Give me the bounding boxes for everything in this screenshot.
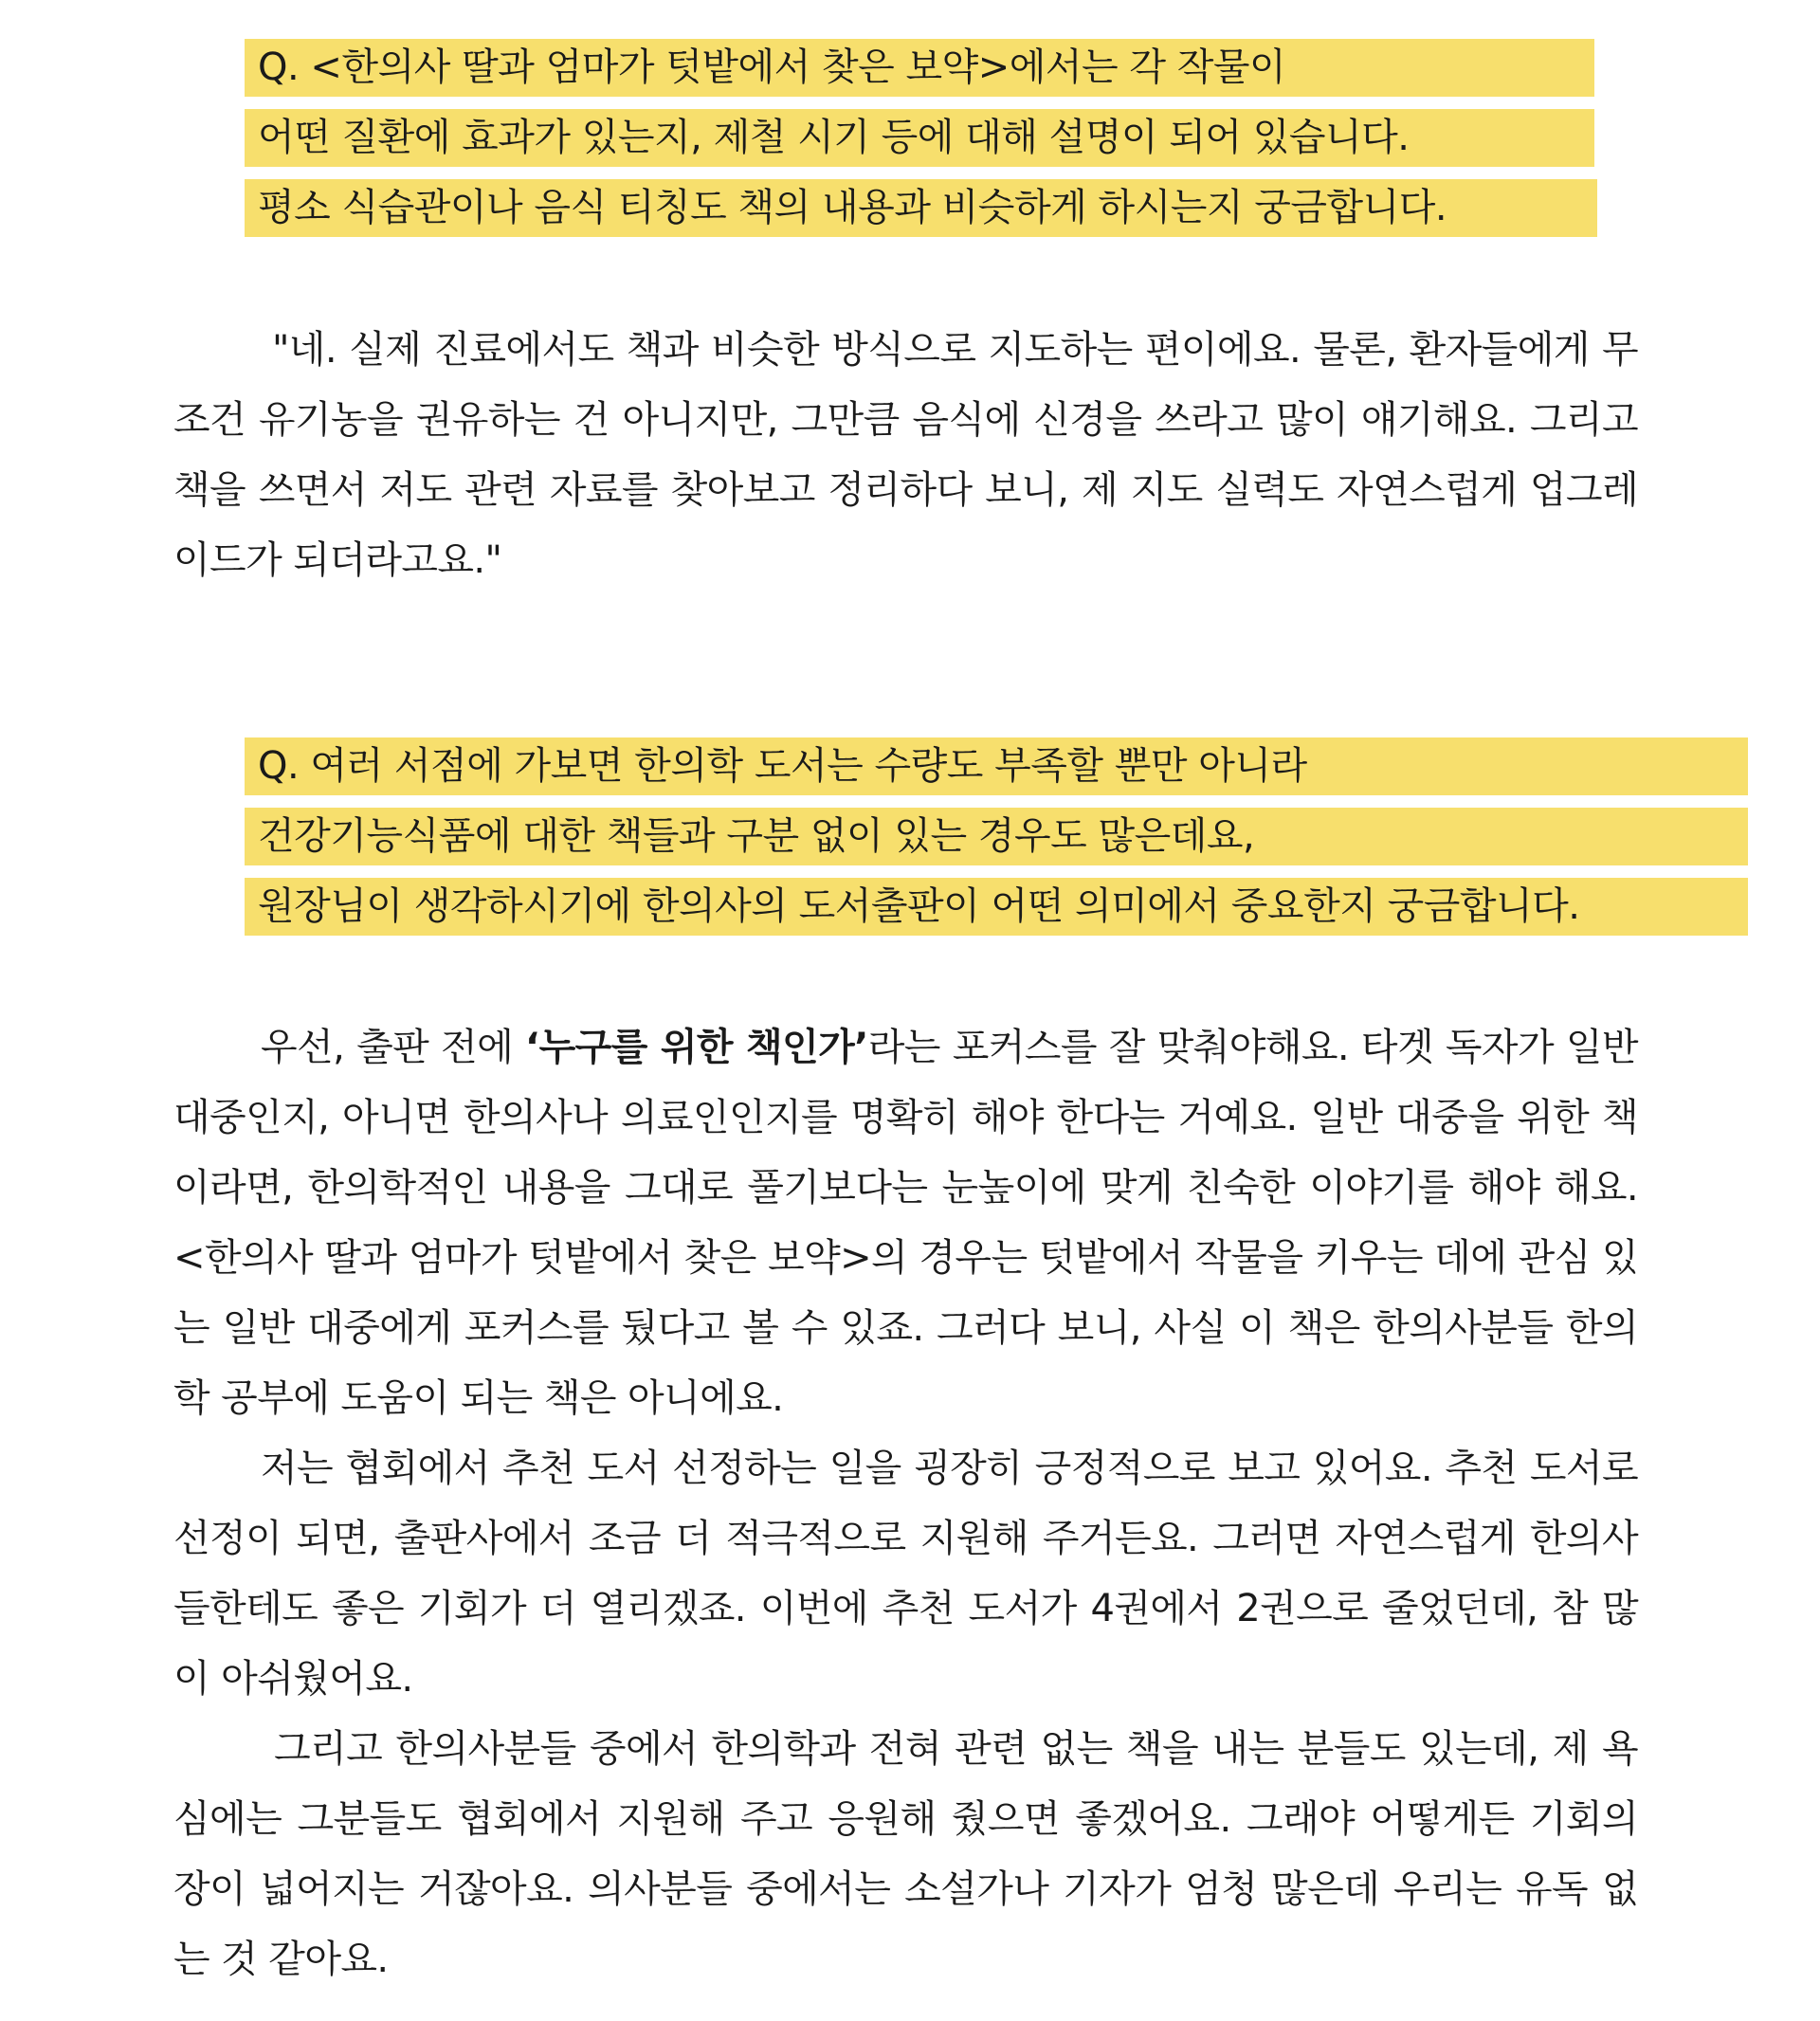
answer-2-text: 라는 포커스를 잘 맞춰야해요. 타겟 독자가 일반 대중인지, 아니면 한의사나 의료인인지를 명확히 해야 한다는 거예요. 일반 대중을 위한 책이라면, 한의학적인 내용을 그대로 풀기보다는 눈높이에 맞게 친숙한 이야기를 해야 해요. <한의사 딸과 엄마가 텃밭에서 찾은 보약>의 경우는 텃밭에서 작물을 키우는 데에 관심 있는 일반 대중에게 포커스를 뒀다고 볼 수 있죠. 그러다 보니, 사실 이 책은 한의사분들 한의학 공부에 도움이 되는 책은 아니에요. bbox=[173, 1026, 1638, 1420]
question-1-line: 평소 식습관이나 음식 티칭도 책의 내용과 비슷하게 하시는지 궁금합니다. bbox=[245, 179, 1597, 237]
question-1-line: Q. <한의사 딸과 엄마가 텃밭에서 찾은 보약>에서는 각 작물이 bbox=[245, 39, 1594, 97]
question-2-line: 건강기능식품에 대한 책들과 구분 없이 있는 경우도 많은데요, bbox=[245, 808, 1748, 865]
answer-2-text: 우선, 출판 전에 bbox=[261, 1026, 526, 1069]
answer-2 bbox=[173, 1012, 1638, 1994]
question-2-line: 원장님이 생각하시기에 한의사의 도서출판이 어떤 의미에서 중요한지 궁금합니다. bbox=[245, 878, 1748, 936]
answer-2-bold-phrase: ‘누구를 위한 책인가’ bbox=[525, 1026, 868, 1069]
question-2-highlight bbox=[245, 737, 1748, 948]
answer-1-paragraph: "네. 실제 진료에서도 책과 비슷한 방식으로 지도하는 편이에요. 물론, 환자들에게 무조건 유기농을 권유하는 건 아니지만, 그만큼 음식에 신경을 쓰라고 많이 얘기해요. 그리고 책을 쓰면서 저도 관련 자료를 찾아보고 정리하다 보니, 제 지도 실력도 자연스럽게 업그레이드가 되더라고요." bbox=[173, 328, 1638, 582]
question-2-line: Q. 여러 서점에 가보면 한의학 도서는 수량도 부족할 뿐만 아니라 bbox=[245, 737, 1748, 795]
question-1-highlight bbox=[245, 39, 1597, 249]
answer-1 bbox=[173, 315, 1638, 595]
answer-2-paragraph-2: 저는 협회에서 추천 도서 선정하는 일을 굉장히 긍정적으로 보고 있어요. 추천 도서로 선정이 되면, 출판사에서 조금 더 적극적으로 지원해 주거든요. 그러면 자연스럽게 한의사들한테도 좋은 기회가 더 열리겠죠. 이번에 추천 도서가 4권에서 2권으로 줄었던데, 참 많이 아쉬웠어요. bbox=[173, 1447, 1638, 1701]
answer-2-paragraph-3: 그리고 한의사분들 중에서 한의학과 전혀 관련 없는 책을 내는 분들도 있는데, 제 욕심에는 그분들도 협회에서 지원해 주고 응원해 줬으면 좋겠어요. 그래야 어떻게든 기회의 장이 넓어지는 거잖아요. 의사분들 중에서는 소설가나 기자가 엄청 많은데 우리는 유독 없는 것 같아요. bbox=[173, 1727, 1638, 1981]
answer-2-paragraph-1 bbox=[173, 1012, 1638, 1433]
question-1-line: 어떤 질환에 효과가 있는지, 제철 시기 등에 대해 설명이 되어 있습니다. bbox=[245, 109, 1594, 167]
